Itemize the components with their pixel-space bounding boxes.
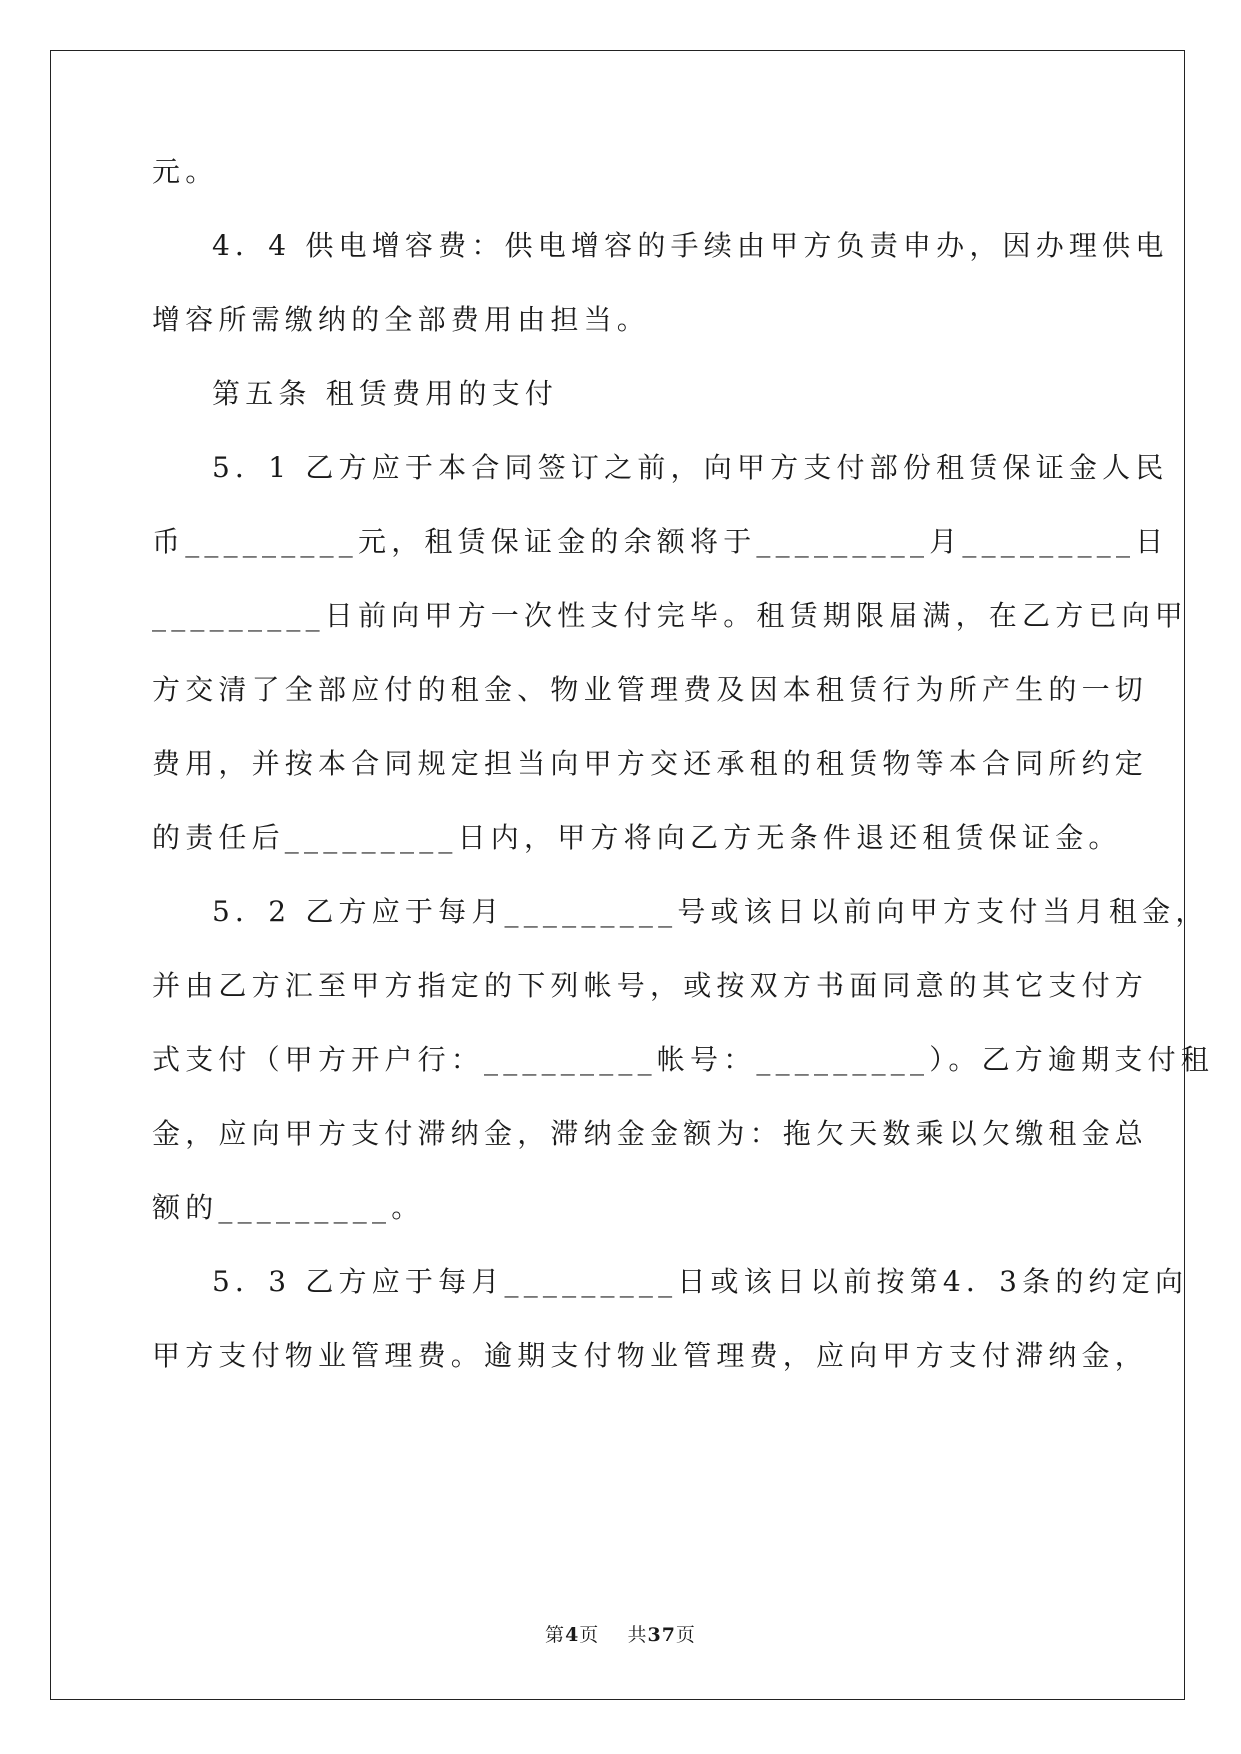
body-line: 并由乙方汇至甲方指定的下列帐号，或按双方书面同意的其它支付方	[152, 969, 1149, 1002]
body-line: 式支付（甲方开户行：_________帐号：_________）。乙方逾期支付租	[152, 1043, 1215, 1076]
body-line: 4．4 供电增容费：供电增容的手续由甲方负责申办，因办理供电	[212, 229, 1169, 262]
footer-mid: 页 共	[579, 1624, 648, 1646]
footer-prefix: 第	[545, 1624, 566, 1646]
body-line: 金，应向甲方支付滞纳金，滞纳金金额为：拖欠天数乘以欠缴租金总	[152, 1117, 1149, 1150]
page-border	[50, 50, 1185, 1700]
body-line: 甲方支付物业管理费。逾期支付物业管理费，应向甲方支付滞纳金，	[152, 1339, 1149, 1372]
body-line: 的责任后_________日内，甲方将向乙方无条件退还租赁保证金。	[152, 821, 1122, 854]
footer-suffix: 页	[675, 1624, 696, 1646]
body-line: 5．3 乙方应于每月_________日或该日以前按第4．3条的约定向	[212, 1265, 1189, 1298]
body-line: 增容所需缴纳的全部费用由担当。	[152, 303, 651, 336]
body-line: 方交清了全部应付的租金、物业管理费及因本租赁行为所产生的一切	[152, 673, 1149, 706]
body-line: _________日前向甲方一次性支付完毕。租赁期限届满，在乙方已向甲	[152, 599, 1189, 632]
body-line: 额的_________。	[152, 1191, 425, 1224]
section-heading: 第五条 租赁费用的支付	[212, 377, 559, 410]
total-page-number: 37	[647, 1624, 676, 1646]
current-page-number: 4	[565, 1624, 580, 1646]
body-line: 费用，并按本合同规定担当向甲方交还承租的租赁物等本合同所约定	[152, 747, 1149, 780]
body-line: 5．2 乙方应于每月_________号或该日以前向甲方支付当月租金，	[212, 895, 1209, 928]
body-line: 币_________元，租赁保证金的余额将于_________月_________日	[152, 525, 1169, 558]
body-line: 元。	[152, 155, 219, 188]
page-footer	[0, 1620, 1241, 1647]
body-line: 5．1 乙方应于本合同签订之前，向甲方支付部份租赁保证金人民	[212, 451, 1169, 484]
